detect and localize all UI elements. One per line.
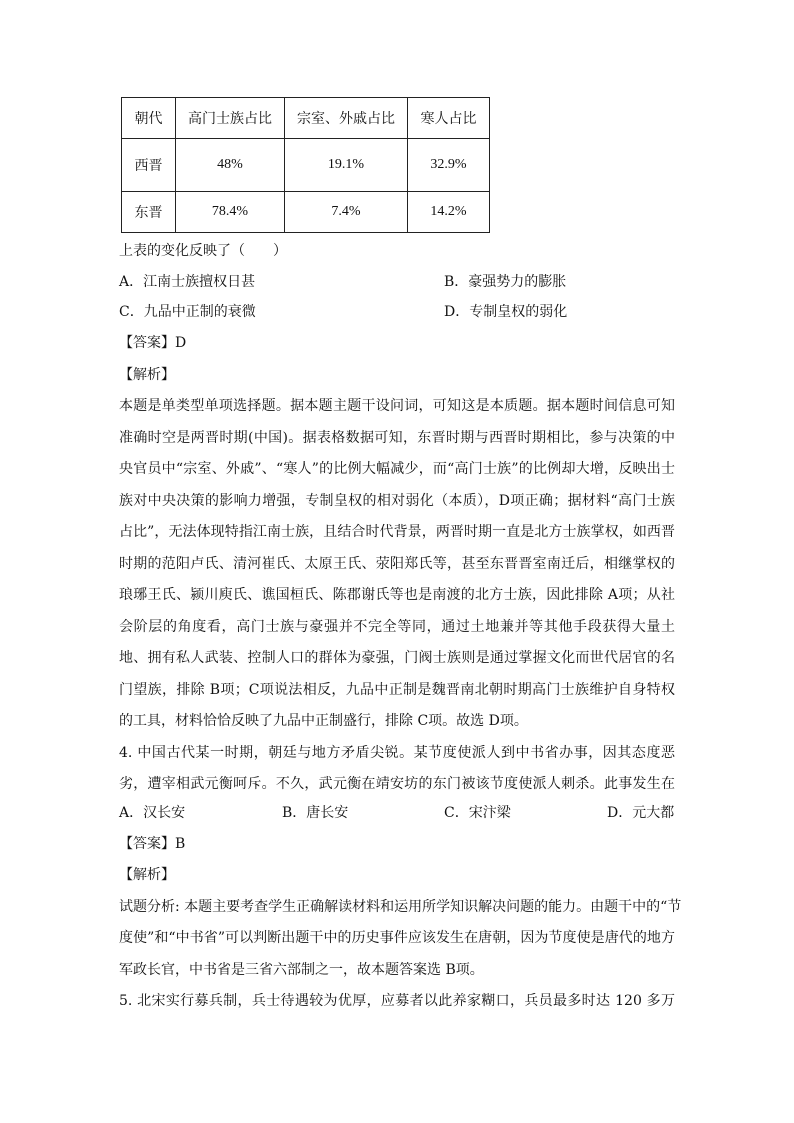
option-c: C．九品中正制的衰微 [119,304,256,320]
analysis-line: 的工具，材料恰恰反映了九品中正制盛行，排除 C项。故选 D项。 [119,713,528,729]
analysis-line: 族对中央决策的影响力增强，专制皇权的相对弱化（本质），D项正确；据材料“高门士族 [119,493,675,509]
table-cell: 78.4% [176,192,285,233]
table-cell: 东晋 [122,192,176,233]
option-d: D．元大都 [607,805,675,821]
analysis-line: 军政长官，中书省是三省六部制之一，故本题答案选 B项。 [119,962,484,978]
analysis-line: 时期的范阳卢氏、清河崔氏、太原王氏、荥阳郑氏等，甚至东晋晋室南迁后，相继掌权的 [119,556,675,572]
analysis-line: 门望族，排除 B项；C项说法相反，九品中正制是魏晋南北朝时期高门士族维护自身特权 [119,682,675,698]
analysis-line: 度使”和“中书省”可以判断出题干中的历史事件应该发生在唐朝，因为节度使是唐代的地方 [119,930,675,946]
table-header-cell: 高门士族占比 [176,98,285,139]
table-row [122,139,490,192]
question-stem: 5. 北宋实行募兵制，兵士待遇较为优厚，应募者以此养家糊口，兵员最多时达 120 多万 [119,993,675,1009]
answer-label: 【答案】B [119,836,186,852]
table-header-row [122,98,490,139]
table-cell: 西晋 [122,139,176,192]
table-header-cell: 寒人占比 [408,98,490,139]
answer-label: 【答案】D [119,335,187,351]
table-cell: 32.9% [408,139,490,192]
analysis-line: 会阶层的角度看，高门士族与豪强并不完全等同，通过土地兼并等其他手段获得大量土 [119,619,675,635]
table-cell: 48% [176,139,285,192]
table-header-cell: 朝代 [122,98,176,139]
option-a: A．江南士族擅权日甚 [119,274,256,290]
analysis-label: 【解析】 [119,867,175,883]
analysis-line: 准确时空是两晋时期(中国)。据表格数据可知，东晋时期与西晋时期相比，参与决策的中 [119,430,675,446]
table-cell: 14.2% [408,192,490,233]
question-stem: 上表的变化反映了（ ） [119,243,287,259]
data-table [121,97,490,233]
question-stem: 4. 中国古代某一时期，朝廷与地方矛盾尖锐。某节度使派人到中书省办事，因其态度恶 [119,745,675,761]
analysis-line: 占比”，无法体现特指江南士族，且结合时代背景，两晋时期一直是北方士族掌权，如西晋 [119,524,675,540]
table-header-cell: 宗室、外戚占比 [285,98,408,139]
option-c: C．宋汴梁 [444,805,511,821]
analysis-line: 本题是单类型单项选择题。据本题主题干设问词，可知这是本质题。据本题时间信息可知 [119,398,675,414]
option-d: D．专制皇权的弱化 [444,304,568,320]
analysis-line: 试题分析: 本题主要考查学生正确解读材料和运用所学知识解决问题的能力。由题干中的“节 [119,899,682,915]
analysis-line: 琅琊王氏、颍川庾氏、谯国桓氏、陈郡谢氏等也是南渡的北方士族，因此排除 A项；从社 [119,587,675,603]
table-cell: 19.1% [285,139,408,192]
option-a: A．汉长安 [119,805,186,821]
table-cell: 7.4% [285,192,408,233]
analysis-label: 【解析】 [119,367,175,383]
option-b: B．唐长安 [282,805,349,821]
question-stem: 劣，遭宰相武元衡呵斥。不久，武元衡在靖安坊的东门被该节度使派人刺杀。此事发生在 [119,776,675,792]
option-b: B．豪强势力的膨胀 [444,274,567,290]
analysis-line: 地、拥有私人武装、控制人口的群体为豪强，门阀士族则是通过掌握文化而世代居官的名 [119,650,675,666]
analysis-line: 央官员中“宗室、外戚”、“寒人”的比例大幅减少，而“高门士族”的比例却大增，反映出士 [119,461,675,477]
table-row [122,192,490,233]
